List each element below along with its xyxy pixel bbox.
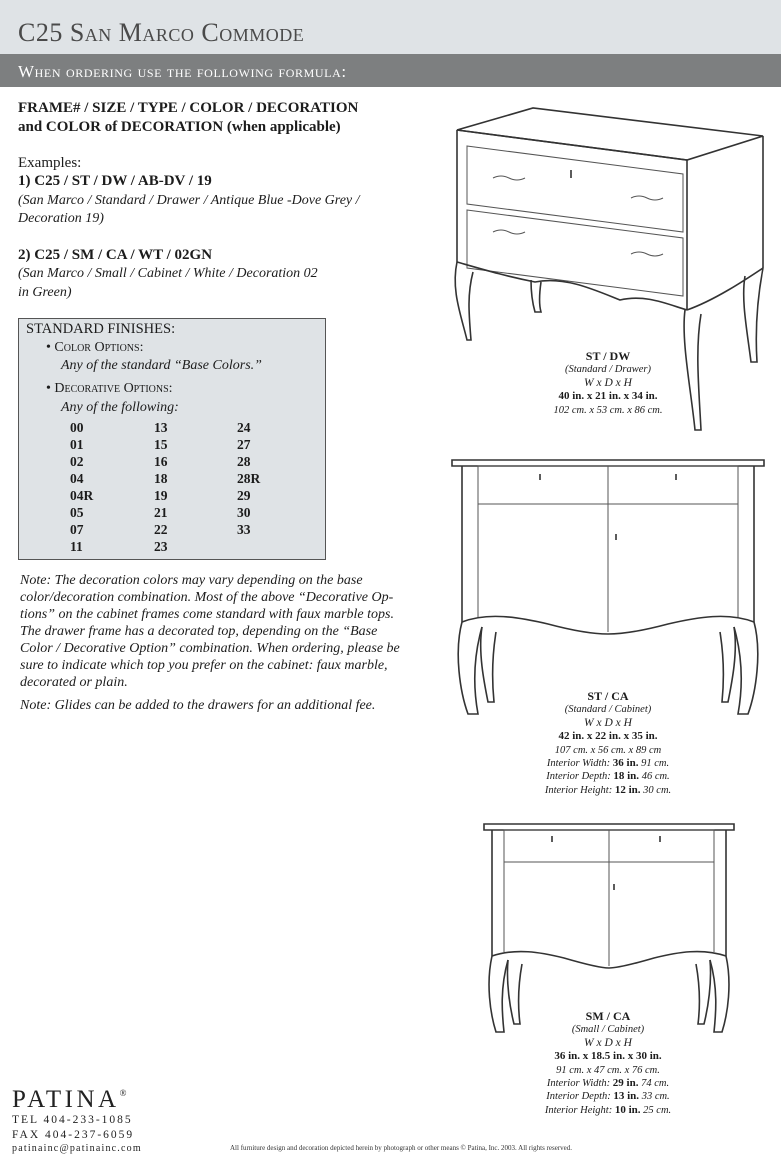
note-line: tions” on the cabinet frames come standard with faux marble tops. (20, 607, 394, 622)
product-name: (Standard / Drawer) (565, 364, 651, 376)
caption-st-ca (508, 690, 708, 797)
decoration-code: 29 (237, 488, 251, 503)
product-name: (Small / Cabinet) (571, 1024, 645, 1036)
dimensions-cm: 91 cm. x 47 cm. x 76 cm. (556, 1064, 660, 1076)
decoration-code: 18 (154, 471, 168, 486)
interior-depth: Interior Depth: 18 in. 46 cm. (546, 770, 670, 783)
small-cabinet-illustration (480, 818, 740, 1040)
dimensions-inches: 40 in. x 21 in. x 34 in. (558, 390, 658, 403)
formula-line-2: and COLOR of DECORATION (when applicable) (18, 119, 341, 135)
decoration-code: 07 (70, 522, 84, 537)
dimensions-inches: 36 in. x 18.5 in. x 30 in. (554, 1050, 662, 1063)
interior-height: Interior Height: 12 in. 30 cm. (544, 783, 672, 796)
example-2-desc-2: in Green) (18, 285, 72, 300)
decoration-note (20, 572, 430, 691)
example-2-desc-1: (San Marco / Small / Cabinet / White / Decoration 02 (18, 266, 318, 281)
interior-depth: Interior Depth: 13 in. 33 cm. (546, 1090, 670, 1103)
dimensions-cm: 107 cm. x 56 cm. x 89 cm (554, 744, 662, 756)
interior-width: Interior Width: 29 in. 74 cm. (546, 1077, 670, 1090)
product-code: ST / CA (587, 689, 629, 703)
example-1-desc-1: (San Marco / Standard / Drawer / Antique Blue -Dove Grey / (18, 193, 360, 208)
dimensions-label: W x D x H (584, 1036, 632, 1049)
interior-width: Interior Width: 36 in. 91 cm. (546, 757, 670, 770)
example-1-code: 1) C25 / ST / DW / AB-DV / 19 (18, 173, 212, 189)
note-line: Color / Decorative Option” combination. When ordering, please be (20, 641, 400, 656)
copyright-note: All furniture design and decoration depicted herein by photograph or other means © Patina, Inc. 2003. All rights reserved. (230, 1144, 573, 1152)
decoration-code: 28 (237, 454, 251, 469)
decoration-code: 19 (154, 488, 168, 503)
decoration-code: 11 (70, 539, 83, 554)
note-line: color/decoration combination. Most of the above “Decorative Op- (20, 590, 394, 605)
caption-st-dw (508, 350, 708, 417)
example-2-code: 2) C25 / SM / CA / WT / 02GN (18, 247, 213, 263)
note-line: decorated or plain. (20, 675, 128, 690)
company-tel: TEL 404-233-1085 (12, 1114, 133, 1126)
page-title: C25 San Marco Commode (18, 18, 305, 47)
decoration-code: 00 (70, 420, 84, 435)
dimensions-label: W x D x H (584, 716, 632, 729)
glides-note: Note: Glides can be added to the drawers for an additional fee. (20, 698, 376, 713)
decoration-code: 21 (154, 505, 168, 520)
decoration-code: 33 (237, 522, 251, 537)
product-code: SM / CA (585, 1009, 631, 1023)
finishes-heading: STANDARD FINISHES: (26, 321, 176, 337)
decoration-code: 04 (70, 471, 84, 486)
decoration-code: 23 (154, 539, 168, 554)
decoration-code: 24 (237, 420, 251, 435)
formula-band-text: When ordering use the following formula: (18, 62, 347, 81)
patina-logo: PATINA® (12, 1086, 127, 1113)
product-name: (Standard / Cabinet) (564, 704, 652, 716)
decoration-code: 30 (237, 505, 251, 520)
company-email[interactable]: patinainc@patinainc.com (12, 1143, 142, 1154)
decoration-code: 28R (237, 471, 261, 486)
note-line: sure to indicate which top you prefer on the cabinet: faux marble, (20, 658, 388, 673)
decorative-options-desc: Any of the following: (61, 400, 179, 415)
decoration-code: 05 (70, 505, 84, 520)
decoration-code: 22 (154, 522, 168, 537)
standard-cabinet-illustration (448, 452, 768, 724)
examples-heading: Examples: (18, 155, 82, 171)
decoration-code: 02 (70, 454, 84, 469)
decoration-code: 27 (237, 437, 251, 452)
decoration-code: 01 (70, 437, 84, 452)
decoration-code: 04R (70, 488, 94, 503)
product-code: ST / DW (585, 349, 631, 363)
interior-height: Interior Height: 10 in. 25 cm. (544, 1103, 672, 1116)
decorative-options-label: • Decorative Options: (46, 381, 173, 396)
note-line: The drawer frame has a decorated top, depending on the “Base (20, 624, 378, 639)
formula-line-1: FRAME# / SIZE / TYPE / COLOR / DECORATION (18, 100, 359, 116)
color-options-label: • Color Options: (46, 340, 144, 355)
note-line: Note: The decoration colors may vary depending on the base (20, 573, 363, 588)
example-1-desc-2: Decoration 19) (18, 211, 104, 226)
dimensions-inches: 42 in. x 22 in. x 35 in. (558, 730, 658, 743)
dimensions-cm: 102 cm. x 53 cm. x 86 cm. (553, 404, 663, 416)
decoration-code: 13 (154, 420, 168, 435)
decoration-code: 15 (154, 437, 168, 452)
decoration-code: 16 (154, 454, 168, 469)
caption-sm-ca (508, 1010, 708, 1117)
color-options-desc: Any of the standard “Base Colors.” (61, 358, 262, 373)
company-fax: FAX 404-237-6059 (12, 1129, 135, 1141)
dimensions-label: W x D x H (584, 376, 632, 389)
